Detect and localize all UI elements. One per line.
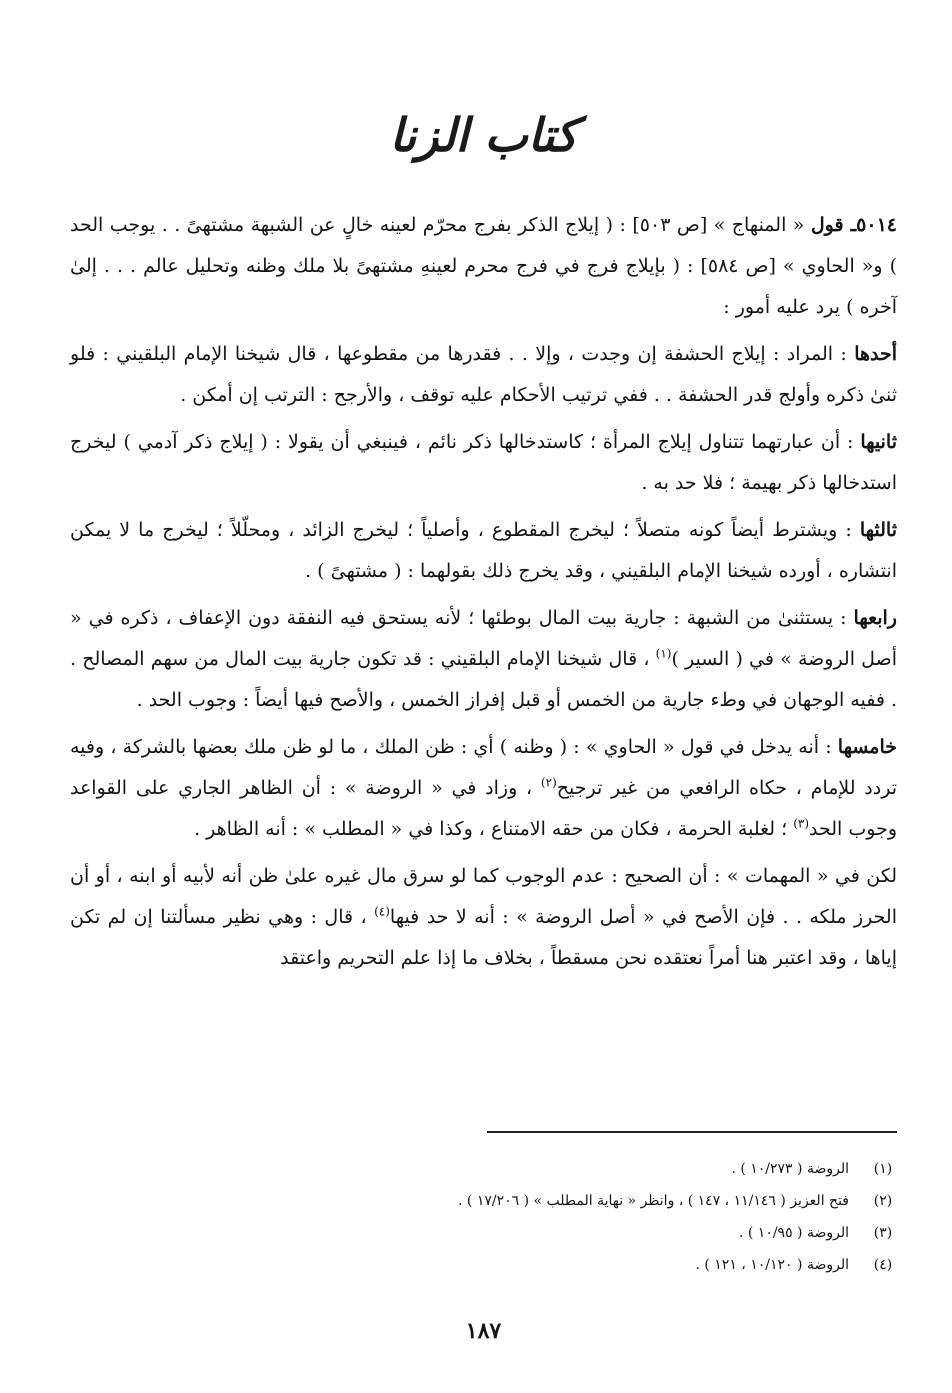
footnote-4 bbox=[70, 1249, 897, 1281]
main-text bbox=[70, 205, 897, 985]
footnote-ref: (٣) bbox=[793, 816, 810, 831]
paragraph-5 bbox=[70, 598, 897, 721]
footnote-1 bbox=[70, 1153, 897, 1185]
footnote-text: الروضة ( ١٠/٢٧٣ ) . bbox=[731, 1161, 849, 1177]
footnote-text: فتح العزيز ( ١١/١٤٦ ، ١٤٧ ) ، وانظر « نهاية المطلب » ( ١٧/٢٠٦ ) . bbox=[458, 1193, 849, 1209]
page-number: ١٨٧ bbox=[465, 1318, 502, 1344]
paragraph-text: : أن عبارتهما تتناول إيلاج المرأة ؛ كاستدخالها ذكر نائم ، فينبغي أن يقولا : ( إيلاج ذكر آدمي ) ليخرج استدخالها ذكر بهيمة ؛ فلا حد به . bbox=[70, 431, 897, 494]
paragraph-text: : ويشترط أيضاً كونه متصلاً ؛ ليخرج المقطوع ، وأصلياً ؛ ليخرج الزائد ، ومحلّلاً ؛ ليخرج ما لا يمكن انتشاره ، أورده شيخنا الإمام البلقيني ، وقد يخرج ذلك بقولهما : ( مشتهىً ) . bbox=[70, 519, 897, 582]
footnote-3 bbox=[70, 1217, 897, 1249]
footnote-text: الروضة ( ١٠/١٢٠ ، ١٢١ ) . bbox=[695, 1257, 849, 1273]
footnote-ref: (١) bbox=[655, 646, 672, 661]
paragraph-text: « المنهاج » [ص ٥٠٣] : ( إيلاج الذكر بفرج محرّم لعينه خالٍ عن الشبهة مشتهىً . . يوجب الحد ) و« الحاوي » [ص ٥٨٤] : ( بإيلاج فرج في فرج محرم لعينهِ مشتهىً بلا ملك وظنه وتحليل عالم . . . إلىٰ آخره ) يرد عليه أمور : bbox=[70, 214, 897, 318]
paragraph-lead: رابعها bbox=[853, 607, 897, 629]
footnote-ref: (٢) bbox=[540, 775, 557, 790]
paragraph-text-cont: ، قال شيخنا الإمام البلقيني : قد تكون جارية بيت المال من سهم المصالح . . ففيه الوجهان في وطء جارية من الخمس أو قبل إفراز الخمس ، والأصح فيها أيضاً : وجوب الحد . bbox=[70, 648, 897, 711]
paragraph-lead: ٥٠١٤ـ قول bbox=[810, 214, 897, 236]
footnote-number: (١) bbox=[873, 1161, 893, 1177]
paragraph-3 bbox=[70, 422, 897, 504]
footnote-number: (٤) bbox=[873, 1257, 893, 1273]
paragraph-2 bbox=[70, 334, 897, 416]
chapter-title: كتاب الزنا bbox=[389, 108, 578, 162]
paragraph-1 bbox=[70, 205, 897, 328]
footnotes bbox=[70, 1153, 897, 1281]
paragraph-text: : المراد : إيلاج الحشفة إن وجدت ، وإلا . . فقدرها من مقطوعها ، قال شيخنا الإمام البلقيني : فلو ثنىٰ ذكره وأولج قدر الحشفة . . ففي ترتيب الأحكام عليه توقف ، والأرجح : الترتب إن أمكن . bbox=[70, 343, 897, 406]
paragraph-text-cont: ؛ لغلبة الحرمة ، فكان من حقه الامتناع ، وكذا في « المطلب » : أنه الظاهر . bbox=[194, 818, 794, 840]
paragraph-6 bbox=[70, 727, 897, 850]
paragraph-text: لكن في « المهمات » : أن الصحيح : عدم الوجوب كما لو سرق مال غيره علىٰ ظن أنه لأبيه أو ابنه ، أو أن الحرز ملكه . . فإن الأصح في « أصل الروضة » : أنه لا حد فيها bbox=[70, 865, 897, 928]
paragraph-4 bbox=[70, 510, 897, 592]
footnote-number: (٢) bbox=[873, 1193, 893, 1209]
footnote-text: الروضة ( ١٠/٩٥ ) . bbox=[738, 1225, 849, 1241]
paragraph-lead: خامسها bbox=[837, 736, 897, 758]
footnote-divider bbox=[487, 1131, 897, 1133]
footnote-ref: (٤) bbox=[374, 904, 390, 919]
book-page bbox=[70, 0, 897, 1393]
paragraph-text: : يستثنىٰ من الشبهة : جارية بيت المال بوطئها ؛ لأنه يستحق فيه النفقة دون الإعفاف ، ذكره في « أصل الروضة » في ( السير ) bbox=[70, 607, 897, 670]
paragraph-lead: ثالثها bbox=[859, 519, 897, 541]
footnote-2 bbox=[70, 1185, 897, 1217]
paragraph-text-cont: ، وزاد في « الروضة » : أن الظاهر الجاري على القواعد وجوب الحد bbox=[70, 777, 897, 840]
paragraph-7 bbox=[70, 856, 897, 979]
footnote-number: (٣) bbox=[873, 1225, 893, 1241]
paragraph-text: : أنه يدخل في قول « الحاوي » : ( وظنه ) أي : ظن الملك ، ما لو ظن ملك بعضها بالشركة ، وفيه تردد للإمام ، حكاه الرافعي من غير ترجيح bbox=[70, 736, 897, 799]
paragraph-lead: ثانيها bbox=[860, 431, 897, 453]
paragraph-text-cont: ، قال : وهي نظير مسألتنا إن لم تكن إياها ، وقد اعتبر هنا أمراً نعتقده نحن مسقطاً ، بخلاف ما إذا علم التحريم واعتقد bbox=[70, 906, 897, 969]
paragraph-lead: أحدها bbox=[854, 343, 897, 365]
